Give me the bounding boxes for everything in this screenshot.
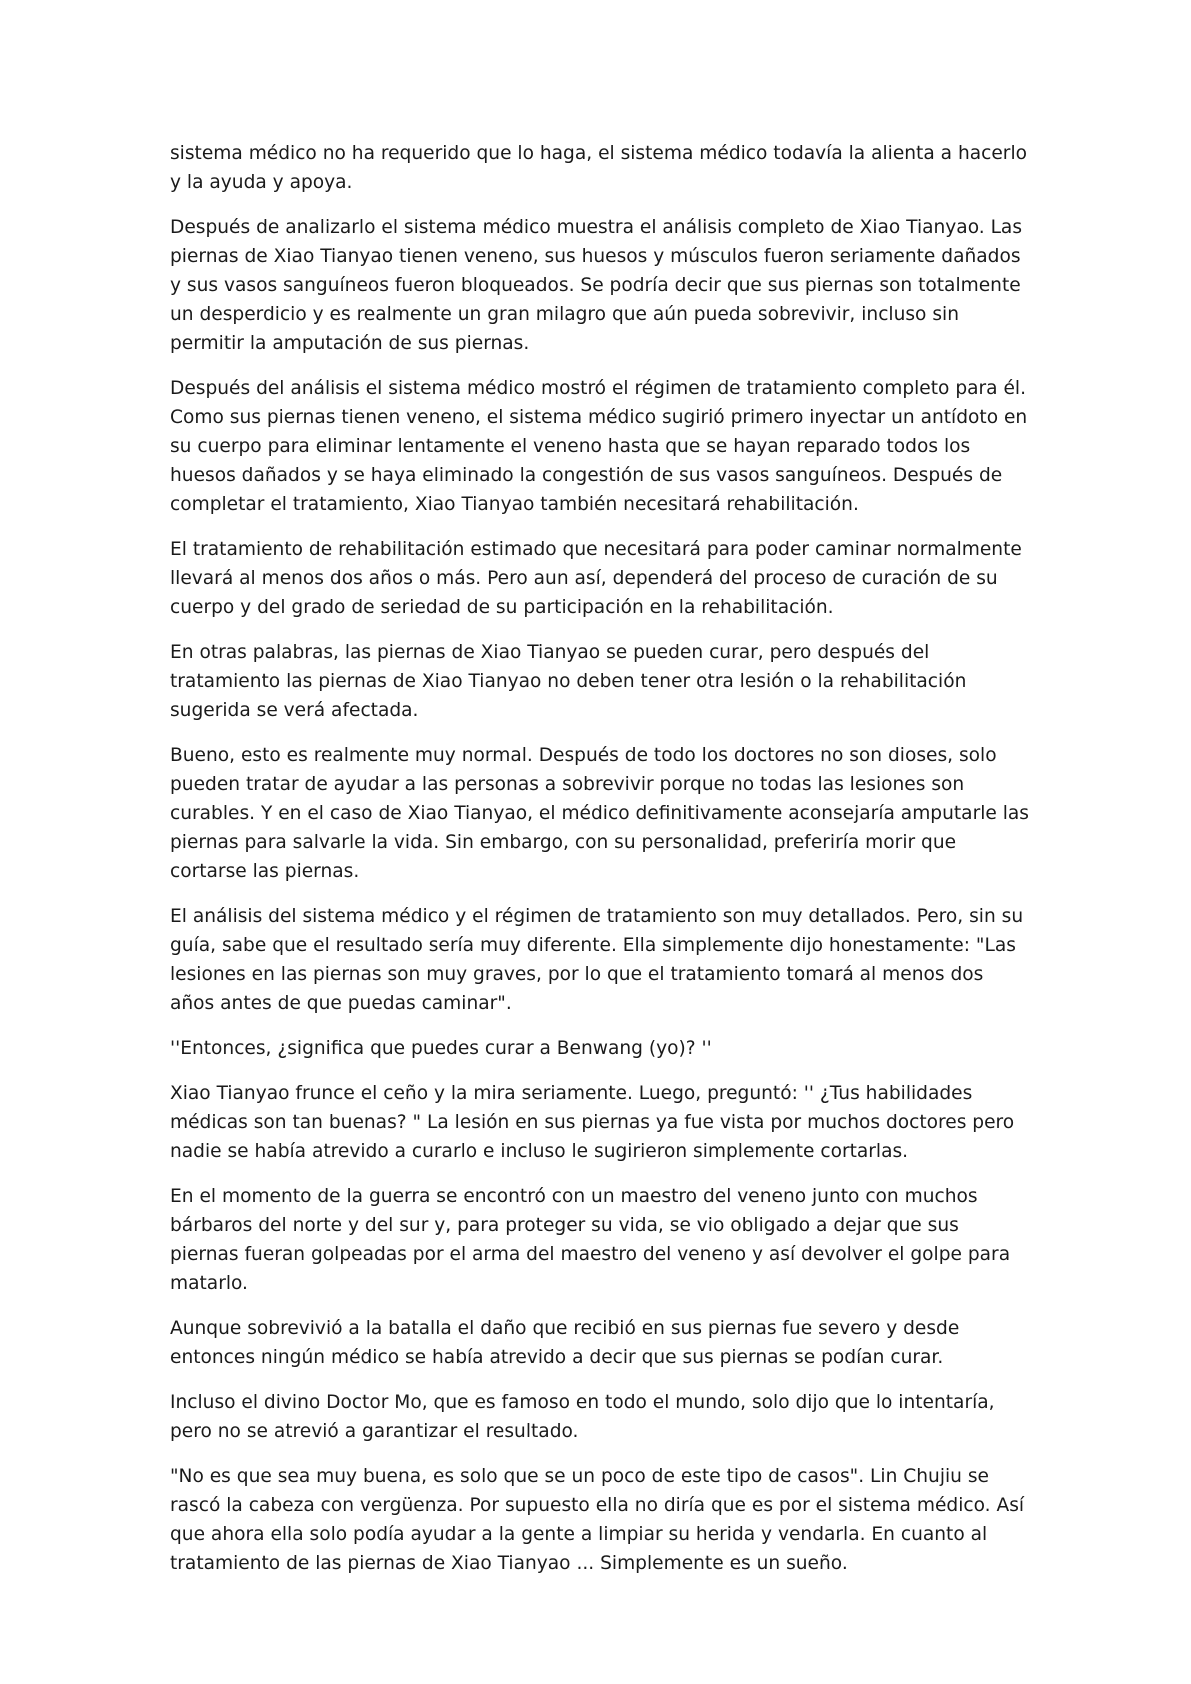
paragraph: En otras palabras, las piernas de Xiao Tianyao se pueden curar, pero después del tratamiento las piernas de Xiao Tianyao no deben tener otra lesión o la rehabilitación sugerida se verá afectada.: [170, 642, 967, 721]
paragraph: Bueno, esto es realmente muy normal. Después de todo los doctores no son dioses, solo pueden tratar de ayudar a las personas a sobrevivir porque no todas las lesiones son curables. Y en el caso de Xiao Tianyao, el médico definitivamente aconsejaría amputarle las piernas para salvarle la vida. Sin embargo, con su personalidad, preferiría morir que cortarse las piernas.: [170, 745, 1029, 882]
paragraph: Después del análisis el sistema médico mostró el régimen de tratamiento completo para él. Como sus piernas tienen veneno, el sistema médico sugirió primero inyectar un antídoto en su cuerpo para eliminar lentamente el veneno hasta que se hayan reparado todos los huesos dañados y se haya eliminado la congestión de sus vasos sanguíneos. Después de completar el tratamiento, Xiao Tianyao también necesitará rehabilitación.: [170, 378, 1028, 515]
paragraph: En el momento de la guerra se encontró con un maestro del veneno junto con muchos bárbaros del norte y del sur y, para proteger su vida, se vio obligado a dejar que sus piernas fueran golpeadas por el arma del maestro del veneno y así devolver el golpe para matarlo.: [170, 1186, 1011, 1294]
paragraph: sistema médico no ha requerido que lo haga, el sistema médico todavía la alienta a hacerlo y la ayuda y apoya.: [170, 143, 1027, 193]
paragraph: Aunque sobrevivió a la batalla el daño que recibió en sus piernas fue severo y desde entonces ningún médico se había atrevido a decir que sus piernas se podían curar.: [170, 1318, 960, 1368]
paragraph: Después de analizarlo el sistema médico muestra el análisis completo de Xiao Tianyao. Las piernas de Xiao Tianyao tienen veneno, sus huesos y músculos fueron seriamente dañados y sus vasos sanguíneos fueron bloqueados. Se podría decir que sus piernas son totalmente un desperdicio y es realmente un gran milagro que aún pueda sobrevivir, incluso sin permitir la amputación de sus piernas.: [170, 217, 1023, 354]
document-page: [170, 139, 1030, 1594]
paragraph: "No es que sea muy buena, es solo que se un poco de este tipo de casos". Lin Chujiu se rascó la cabeza con vergüenza. Por supuesto ella no diría que es por el sistema médico. Así que ahora ella solo podía ayudar a la gente a limpiar su herida y vendarla. En cuanto al tratamiento de las piernas de Xiao Tianyao ... Simplemente es un sueño.: [170, 1466, 1025, 1574]
paragraph: Xiao Tianyao frunce el ceño y la mira seriamente. Luego, preguntó: '' ¿Tus habilidades médicas son tan buenas? " La lesión en sus piernas ya fue vista por muchos doctores pero nadie se había atrevido a curarlo e incluso le sugirieron simplemente cortarlas.: [170, 1083, 1015, 1162]
paragraph: ''Entonces, ¿significa que puedes curar a Benwang (yo)? '': [170, 1038, 712, 1059]
paragraph: El análisis del sistema médico y el régimen de tratamiento son muy detallados. Pero, sin su guía, sabe que el resultado sería muy diferente. Ella simplemente dijo honestamente: "Las lesiones en las piernas son muy graves, por lo que el tratamiento tomará al menos dos años antes de que puedas caminar".: [170, 906, 1024, 1014]
paragraph: Incluso el divino Doctor Mo, que es famoso en todo el mundo, solo dijo que lo intentaría, pero no se atrevió a garantizar el resultado.: [170, 1392, 995, 1442]
paragraph: El tratamiento de rehabilitación estimado que necesitará para poder caminar normalmente llevará al menos dos años o más. Pero aun así, dependerá del proceso de curación de su cuerpo y del grado de seriedad de su participación en la rehabilitación.: [170, 539, 1022, 618]
